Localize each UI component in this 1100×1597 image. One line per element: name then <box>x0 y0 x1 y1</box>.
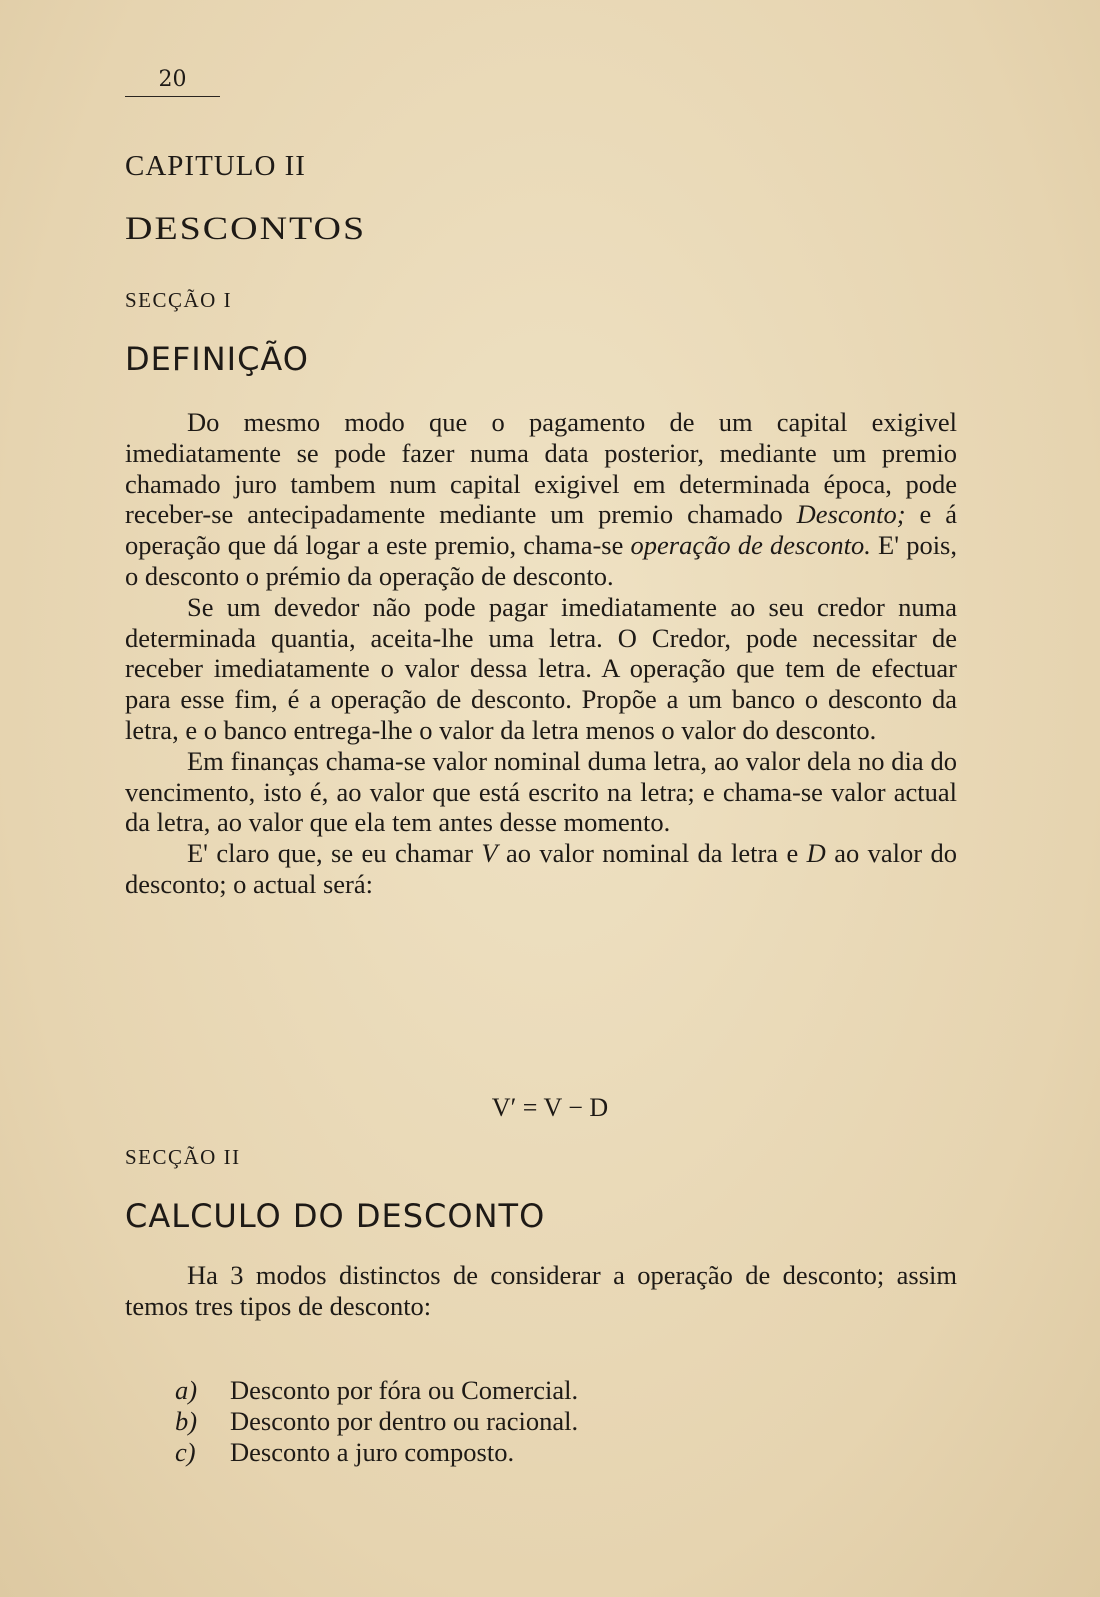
paragraph-1-part-b: e á operação que dá logar a este premio, chama-se <box>125 499 957 561</box>
calc-paragraph: Ha 3 modos distinctos de considerar a operação de desconto; assim temos tres tipos de desconto: <box>125 1260 957 1321</box>
list-item-text: Desconto a juro composto. <box>230 1436 515 1467</box>
symbol-d: D <box>806 838 826 869</box>
symbol-v: V <box>481 838 498 869</box>
paragraph-4-part-c: ao valor do desconto; o actual será: <box>125 838 957 899</box>
section-label-2: SECÇÃO II <box>125 1145 241 1169</box>
list-marker: c) <box>175 1436 196 1467</box>
paragraph-4-part-a: E' claro que, se eu chamar <box>187 838 482 869</box>
term-operacao-de-desconto: operação de desconto. <box>630 530 871 561</box>
formula: V′ = V − D <box>491 1093 609 1122</box>
paragraph-3: Em finanças chama-se valor nominal duma letra, ao valor dela no dia do vencimento, isto é, ao valor que está escrito na letra; e chama-se valor actual da letra, ao valor que ela tem antes desse momento. <box>125 745 957 838</box>
list-marker: a) <box>175 1375 198 1405</box>
list-item-text: Desconto por fóra ou Comercial. <box>230 1375 579 1405</box>
paragraph-4 <box>125 838 957 900</box>
section-label-1: SECÇÃO I <box>125 288 233 312</box>
paragraph-2: Se um devedor não pode pagar imediatamente ao seu credor numa determinada quantia, aceita-lhe uma letra. O Credor, pode necessitar de receber imediatamente o valor dessa letra. A operação que tem de efectuar para esse fim, é a operação de desconto. Propõe a um banco o desconto da letra, e o banco entrega-lhe o valor da letra menos o valor do desconto. <box>125 591 957 745</box>
section-heading-calculo: CALCULO DO DESCONTO <box>125 1197 546 1235</box>
paragraph-1-part-c: E' pois, o desconto o prémio da operação de desconto. <box>125 530 957 591</box>
chapter-label: CAPITULO II <box>125 150 306 182</box>
paragraph-1-part-a: Do mesmo modo que o pagamento de um capital exigivel imediatamente se pode fazer numa data posterior, mediante um premio chamado juro tambem num capital exigivel em determinada época, pode receber-se antecipadamente mediante um premio chamado <box>125 407 957 530</box>
list-item <box>175 1437 578 1468</box>
list-item <box>175 1406 578 1437</box>
calc-text <box>125 1260 957 1322</box>
page-number: 20 <box>125 66 220 97</box>
section-heading-definicao: DEFINIÇÃO <box>125 340 309 378</box>
definition-text <box>125 407 957 900</box>
list-item <box>175 1375 578 1406</box>
term-desconto: Desconto; <box>796 499 906 530</box>
chapter-title: DESCONTOS <box>125 210 367 247</box>
discount-types-list <box>175 1375 578 1467</box>
paragraph-1 <box>125 407 957 592</box>
list-marker: b) <box>175 1405 198 1436</box>
paragraph-4-part-b: ao valor nominal da letra e <box>497 838 807 869</box>
list-item-text: Desconto por dentro ou racional. <box>230 1405 579 1436</box>
